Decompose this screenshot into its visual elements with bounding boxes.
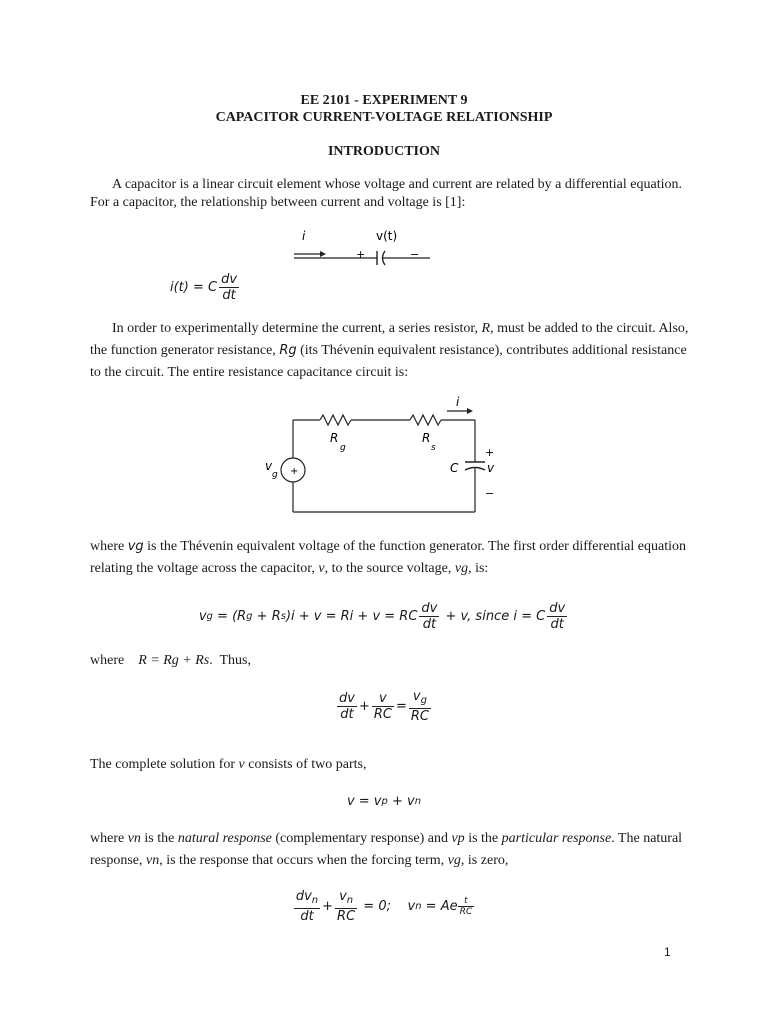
rg-label: R (330, 431, 339, 445)
circuit-current-label: i (456, 395, 460, 409)
resistor-rg (320, 415, 351, 425)
rs-label: R (422, 431, 431, 445)
experiment-title: EE 2101 - EXPERIMENT 9 (300, 93, 468, 108)
capacitor-minus: − (485, 487, 495, 500)
vg-inline: vg (127, 539, 144, 554)
source-plus: + (290, 466, 299, 477)
solution-equation: v = v p + v n (346, 793, 422, 809)
vg-label: v (265, 459, 273, 473)
capacitor-voltage-label: v (487, 461, 495, 475)
natural-response-paragraph: where vn is the natural response (complementary response) and vp is the particular response. The natural response, vn, is the response that occurs when the forcing term, vg, is zero, (90, 831, 683, 868)
minus-sign: − (410, 248, 420, 261)
capacitor-equation (170, 272, 280, 303)
voltage-label: v(t) (376, 229, 398, 243)
eq1-denominator: dt (222, 288, 236, 303)
capacitor-symbol-figure (280, 222, 450, 272)
vg-subscript: g (272, 470, 278, 480)
eq1-numerator: dv (221, 272, 238, 287)
resistor-rs (410, 415, 441, 425)
solution-paragraph: The complete solution for v consists of two parts, (90, 757, 367, 772)
plus-sign: + (356, 248, 366, 261)
eq1-lhs: i(t) = C (170, 280, 218, 295)
normalized-equation: $\frac{dv}{dt}$ + $\frac{v}{RC}$ = $\frac{v_g}{RC}$ (338, 688, 429, 724)
differential-equation: v g = (R g + R s )i + v = Ri + v = RC $\frac{dv}{dt}$ + v, since i = C $\frac{dv}{dt}$ (198, 600, 566, 632)
capacitor-label: C (450, 461, 459, 475)
circuit-current-arrowhead (467, 408, 473, 414)
rg-symbol-text: Rg (279, 343, 297, 358)
rs-subscript: s (431, 443, 436, 453)
section-heading: INTRODUCTION (327, 144, 440, 159)
current-arrowhead (320, 251, 326, 257)
current-label: i (302, 229, 306, 243)
circuit-paragraph: In order to experimentally determine the current, a series resistor, R, must be added to the circuit. Also, the function generator resistance, Rg (its Thévenin equivalent resistance), contributes additional resistance to the circuit. The entire resistance capacitance circuit is: (90, 321, 689, 380)
capacitor-plus: + (485, 446, 495, 459)
intro-paragraph: A capacitor is a linear circuit element whose voltage and current are related by a differential equation. For a capacitor, the relationship between current and voltage is [1]: (90, 177, 682, 210)
page-number: 1 (664, 945, 671, 959)
resistor-symbol-text: R (481, 321, 491, 336)
source-paragraph: where vg is the Thévenin equivalent voltage of the function generator. The first order differential equation relating the voltage across the capacitor, v, to the source voltage, vg, is: (90, 539, 686, 576)
resistance-definition: where R = Rg + Rs. Thus, (90, 653, 251, 668)
rc-circuit-diagram (255, 390, 505, 520)
document-subtitle: CAPACITOR CURRENT-VOLTAGE RELATIONSHIP (215, 110, 553, 125)
rg-subscript: g (340, 443, 346, 453)
natural-response-equation: $\frac{dv_n}{dt}$ + $\frac{v_n}{RC}$ = 0; v n = Ae $\frac{t}{RC}$ (295, 888, 473, 924)
